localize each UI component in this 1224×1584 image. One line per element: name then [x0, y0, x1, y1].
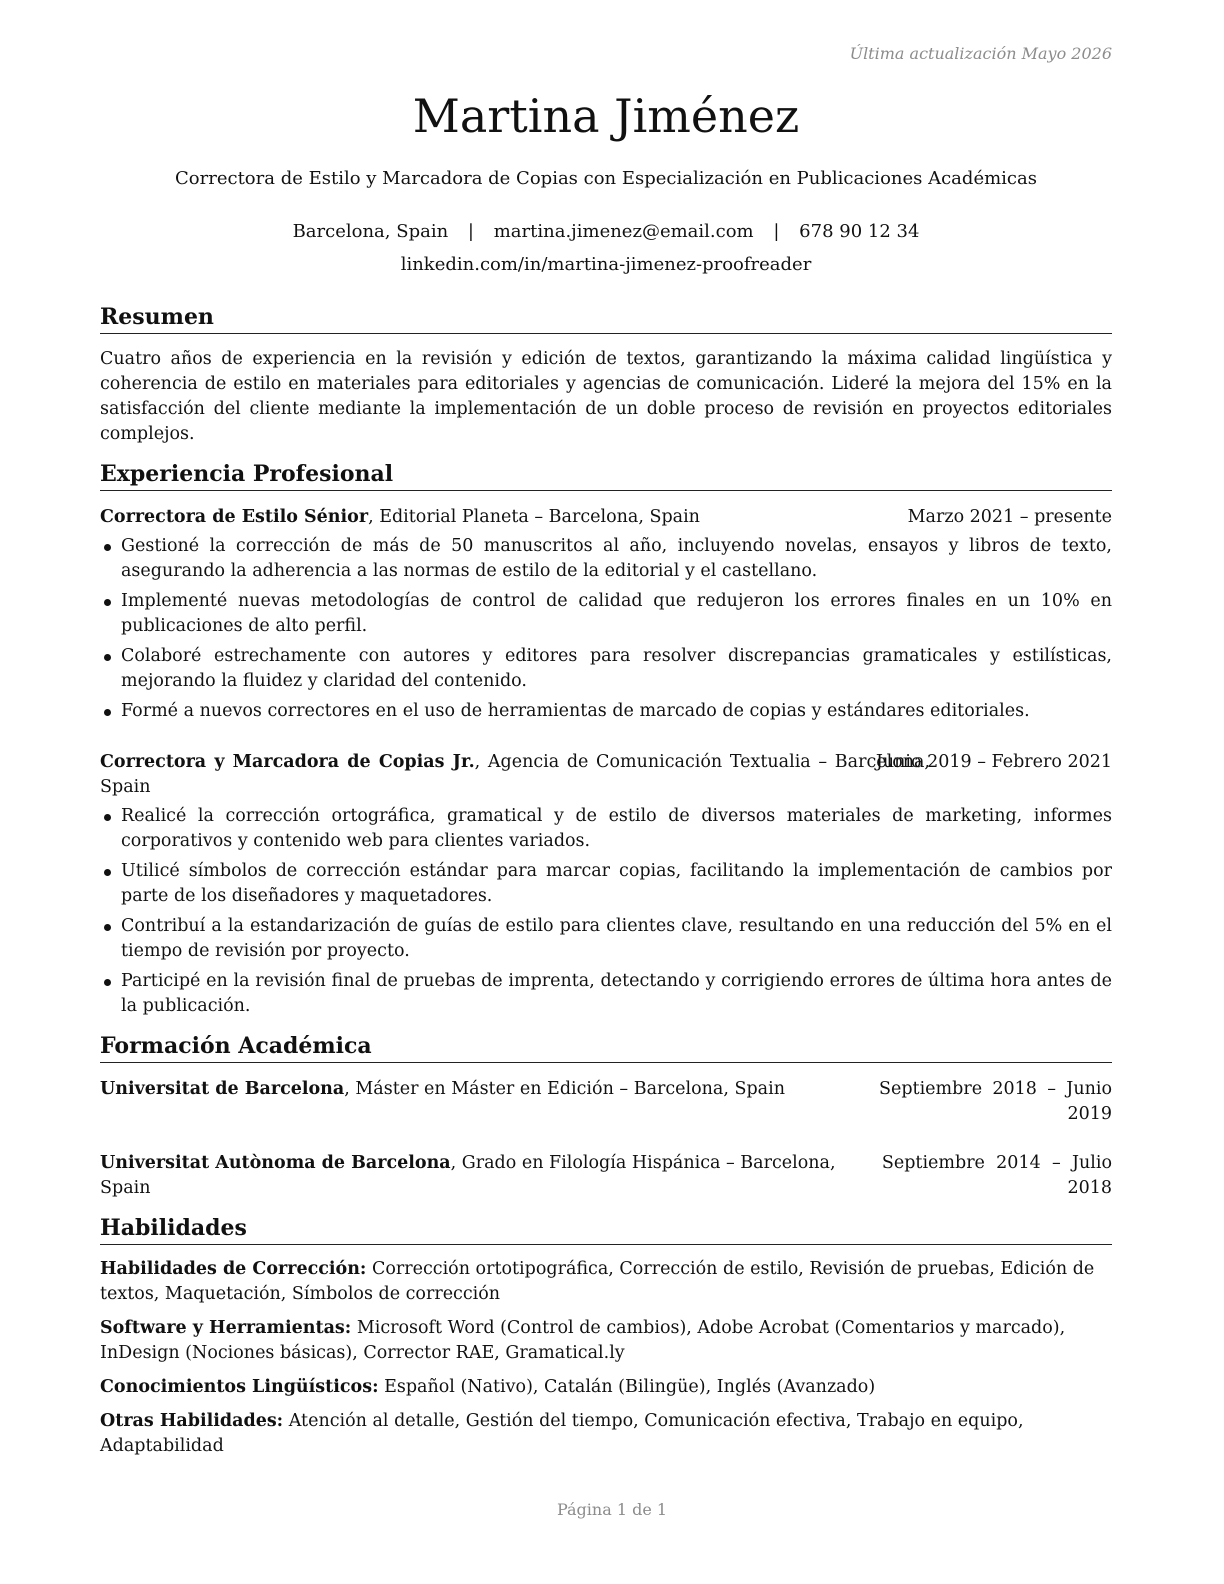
- section-title-experience: Experiencia Profesional: [100, 459, 1112, 491]
- skill-group-label: Conocimientos Lingüísticos:: [100, 1377, 379, 1397]
- job-header: [100, 750, 1112, 800]
- education-institution: Universitat Autònoma de Barcelona: [100, 1153, 451, 1173]
- skill-group-label: Habilidades de Corrección:: [100, 1259, 367, 1279]
- bullet-item: Implementé nuevas metodologías de control de calidad que redujeron los errores finales en un 10% en publicaciones de alto perfil.: [100, 589, 1112, 639]
- bullet-item: Formé a nuevos correctores en el uso de herramientas de marcado de copias y estándares editoriales.: [100, 699, 1112, 724]
- education-entry: [100, 1151, 1112, 1201]
- skill-group-label: Otras Habilidades:: [100, 1411, 284, 1431]
- skill-group: [100, 1316, 1112, 1366]
- job-entry: [100, 505, 1112, 724]
- contact-line: [100, 219, 1112, 245]
- bullet-item: Realicé la corrección ortográfica, gramatical y de estilo de diversos materiales de marketing, informes corporativos y contenido web para clientes variados.: [100, 804, 1112, 854]
- location-text: Barcelona, Spain: [292, 221, 449, 242]
- linkedin-link[interactable]: linkedin.com/in/martina-jimenez-proofreader: [400, 254, 812, 275]
- contact-separator: |: [467, 221, 474, 242]
- experience-section: [100, 459, 1112, 1019]
- skill-group-text: Español (Nativo), Catalán (Bilingüe), Inglés (Avanzado): [378, 1377, 876, 1397]
- education-dates: [879, 1077, 1112, 1127]
- summary-section: [100, 302, 1112, 447]
- education-degree: , Grado en Filología Hispánica – Barcelona, Spain: [100, 1153, 836, 1198]
- phone-number: 678 90 12 34: [799, 221, 920, 242]
- skill-group-text: Microsoft Word (Control de cambios), Adobe Acrobat (Comentarios y marcado), InDesign (Nociones básicas), Corrector RAE, Gramatical.ly: [100, 1318, 1066, 1363]
- job-company: , Agencia de Comunicación Textualia – Barcelona, Spain: [100, 752, 930, 797]
- skills-section: [100, 1213, 1112, 1459]
- section-title-education: Formación Académica: [100, 1031, 1112, 1063]
- skill-group-label: Software y Herramientas:: [100, 1318, 352, 1338]
- email-link[interactable]: martina.jimenez@email.com: [493, 221, 754, 242]
- bullet-item: Participé en la revisión final de pruebas de imprenta, detectando y corrigiendo errores de última hora antes de la publicación.: [100, 969, 1112, 1019]
- professional-headline: Correctora de Estilo y Marcadora de Copias con Especialización en Publicaciones Académicas: [175, 168, 1037, 189]
- job-bullets: [100, 534, 1112, 724]
- skill-group: [100, 1409, 1112, 1459]
- job-title-line: [100, 750, 930, 800]
- education-dates-line2: 2019: [1067, 1104, 1112, 1124]
- education-title-line: [100, 1077, 785, 1127]
- section-title-summary: Resumen: [100, 302, 1112, 334]
- education-degree: , Máster en Máster en Edición – Barcelona, Spain: [344, 1079, 785, 1099]
- job-role: Correctora y Marcadora de Copias Jr.: [100, 752, 475, 772]
- bullet-item: Gestioné la corrección de más de 50 manuscritos al año, incluyendo novelas, ensayos y libros de texto, asegurando la adherencia a las normas de estilo de la editorial y el castellano.: [100, 534, 1112, 584]
- resume-content: [100, 302, 1112, 1471]
- education-dates-line1: Septiembre 2018 – Junio: [879, 1079, 1112, 1099]
- education-section: [100, 1031, 1112, 1201]
- job-role: Correctora de Estilo Sénior: [100, 507, 369, 527]
- skill-group-text: Atención al detalle, Gestión del tiempo, Comunicación efectiva, Trabajo en equipo, Adaptabilidad: [100, 1411, 1024, 1456]
- summary-text: Cuatro años de experiencia en la revisión y edición de textos, garantizando la máxima calidad lingüística y coherencia de estilo en materiales para editoriales y agencias de comunicación. Lideré la mejora del 15% en la satisfacción del cliente mediante la implementación de un doble proceso de revisión en proyectos editoriales complejos.: [100, 349, 1112, 444]
- education-dates-line1: Septiembre 2014 – Julio: [881, 1153, 1112, 1173]
- bullet-item: Contribuí a la estandarización de guías de estilo para clientes clave, resultando en una reducción del 5% en el tiempo de revisión por proyecto.: [100, 914, 1112, 964]
- education-title-line: [100, 1151, 882, 1201]
- education-institution: Universitat de Barcelona: [100, 1079, 345, 1099]
- section-title-skills: Habilidades: [100, 1213, 1112, 1245]
- contact-separator: |: [773, 221, 780, 242]
- job-dates: Junio 2019 – Febrero 2021: [875, 752, 1112, 772]
- education-dates: [882, 1151, 1112, 1201]
- skill-group: [100, 1375, 1112, 1400]
- last-updated-note: Última actualización Mayo 2026: [849, 44, 1112, 63]
- job-entry: [100, 750, 1112, 1019]
- bullet-item: Colaboré estrechamente con autores y editores para resolver discrepancias gramaticales y estilísticas, mejorando la fluidez y claridad del contenido.: [100, 644, 1112, 694]
- skill-group-text: Corrección ortotipográfica, Corrección de estilo, Revisión de pruebas, Edición de textos, Maquetación, Símbolos de corrección: [100, 1259, 1095, 1304]
- job-title-line: [100, 505, 700, 530]
- candidate-name: Martina Jiménez: [412, 89, 800, 143]
- education-entry: [100, 1077, 1112, 1127]
- job-bullets: [100, 804, 1112, 1019]
- job-company: , Editorial Planeta – Barcelona, Spain: [368, 507, 700, 527]
- page-footer: Página 1 de 1: [556, 1500, 668, 1519]
- education-dates-line2: 2018: [1067, 1178, 1112, 1198]
- job-header: [100, 505, 1112, 530]
- skill-group: [100, 1257, 1112, 1307]
- job-dates: Marzo 2021 – presente: [907, 507, 1112, 527]
- bullet-item: Utilicé símbolos de corrección estándar para marcar copias, facilitando la implementación de cambios por parte de los diseñadores y maquetadores.: [100, 859, 1112, 909]
